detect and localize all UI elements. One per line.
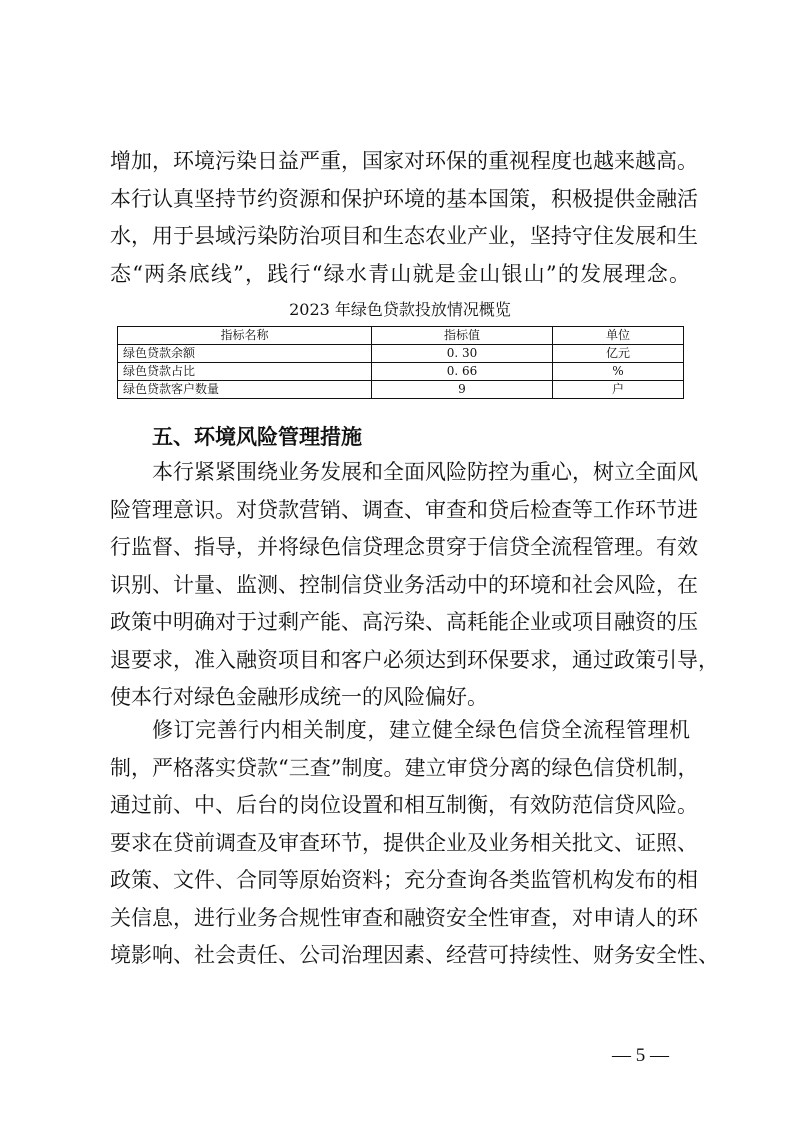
text-line: 增加，环境污染日益严重，国家对环保的重视程度也越来越高。 [110,149,698,173]
text-line: 行监督、指导，并将绿色信贷理念贯穿于信贷全流程管理。有效 [110,535,698,559]
intro-paragraph [110,143,698,293]
text-line: 本行认真坚持节约资源和保护环境的基本国策，积极提供金融活 [110,186,698,211]
unit-cell: 亿元 [553,345,684,363]
text-line: 识别、计量、监测、控制信贷业务活动中的环境和社会风险，在 [110,572,698,597]
column-header-unit: 单位 [553,327,684,345]
text-line: 关信息，进行业务合规性审查和融资安全性审查，对申请人的环 [110,905,698,930]
text-line: 态“两条底线”，践行“绿水青山就是金山银山”的发展理念。 [110,261,690,286]
table-title: 2023 年绿色贷款投放情况概览 [289,300,511,319]
unit-cell: 户 [553,381,684,399]
section-heading: 五、环境风险管理措施 [152,425,362,449]
text-line: 要求在贷前调查及审查环节，提供企业及业务相关批文、证照、 [110,830,698,855]
column-header-value: 指标值 [372,327,553,345]
risk-paragraph-2 [110,712,719,975]
table-header-row [118,327,684,345]
page-number: — 5 — [612,1045,669,1066]
text-line: 险管理意识。对贷款营销、调查、审查和贷后检查等工作环节进 [110,497,698,522]
risk-paragraph-1 [110,454,719,717]
value-cell: 0. 30 [372,345,553,363]
text-line: 使本行对绿色金融形成统一的风险偏好。 [110,685,488,709]
value-cell: 9 [372,381,553,399]
text-line: 修订完善行内相关制度，建立健全绿色信贷全流程管理机 [152,718,690,742]
text-line: 境影响、社会责任、公司治理因素、经营可持续性、财务安全性、 [110,943,719,967]
text-line: 制，严格落实贷款“三查”制度。建立审贷分离的绿色信贷机制， [110,755,699,780]
value-cell: 0. 66 [372,363,553,381]
text-line: 政策、文件、合同等原始资料；充分查询各类监管机构发布的相 [110,868,698,892]
indicator-cell: 绿色贷款占比 [118,363,372,381]
column-header-indicator: 指标名称 [118,327,372,345]
text-line: 水，用于县域污染防治项目和生态农业产业，坚持守住发展和生 [110,224,698,248]
unit-cell: % [553,363,684,381]
indicator-cell: 绿色贷款客户数量 [118,381,372,399]
indicator-cell: 绿色贷款余额 [118,345,372,363]
table-row [118,345,684,363]
table-row [118,381,684,399]
text-line: 政策中明确对于过剩产能、高污染、高耗能企业或项目融资的压 [110,610,698,634]
text-line: 本行紧紧围绕业务发展和全面风险防控为重心，树立全面风 [152,460,698,484]
table-row [118,363,684,381]
text-line: 通过前、中、后台的岗位设置和相互制衡，有效防范信贷风险。 [110,793,698,817]
text-line: 退要求，准入融资项目和客户必须达到环保要求，通过政策引导， [110,647,719,672]
green-loan-table [117,326,684,399]
